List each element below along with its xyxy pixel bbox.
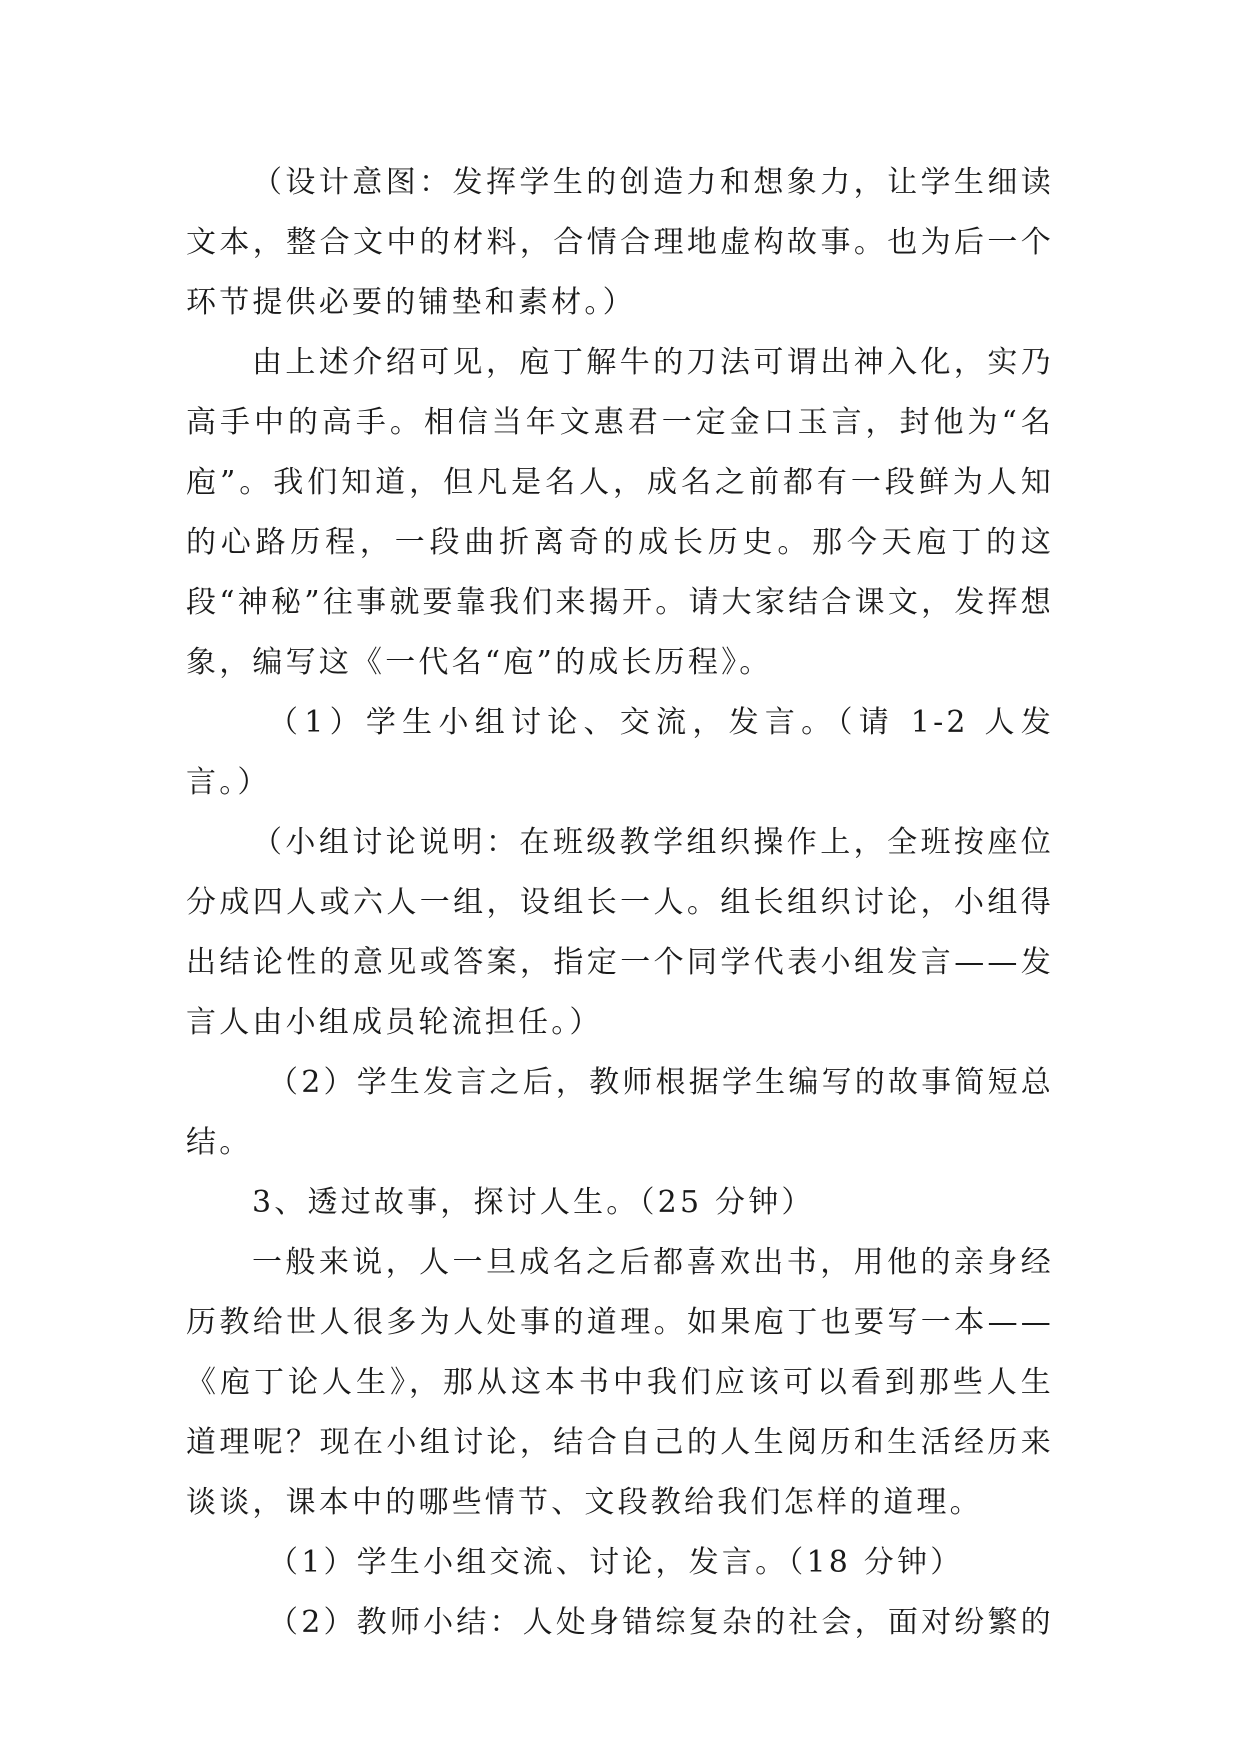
step-1-exchange-paragraph: （1）学生小组交流、讨论，发言。（18 分钟） bbox=[268, 1545, 964, 1580]
teacher-summary-paragraph: （2）教师小结：人处身错综复杂的社会，面对纷繁的 bbox=[268, 1605, 1054, 1640]
group-discussion-note-paragraph: （小组讨论说明：在班级教学组织操作上，全班按座位分成四人或六人一组，设组长一人。组长组织讨论，小组得出结论性的意见或答案，指定一个同学代表小组发言——发言人由小组成员轮流担任。） bbox=[186, 825, 1054, 1040]
design-intent-paragraph: （设计意图：发挥学生的创造力和想象力，让学生细读文本，整合文中的材料，合情合理地虚构故事。也为后一个环节提供必要的铺垫和素材。） bbox=[186, 165, 1054, 320]
step-2-paragraph: （2）学生发言之后，教师根据学生编写的故事简短总结。 bbox=[186, 1065, 1054, 1160]
document-body bbox=[186, 153, 1054, 1653]
section-3-heading: 3、透过故事，探讨人生。（25 分钟） bbox=[252, 1185, 815, 1220]
step-1-paragraph: （1）学生小组讨论、交流，发言。（请 1-2 人发言。） bbox=[186, 705, 1054, 800]
life-lessons-paragraph: 一般来说，人一旦成名之后都喜欢出书，用他的亲身经历教给世人很多为人处事的道理。如果庖丁也要写一本——《庖丁论人生》，那从这本书中我们应该可以看到那些人生道理呢？现在小组讨论，结合自己的人生阅历和生活经历来谈谈，课本中的哪些情节、文段教给我们怎样的道理。 bbox=[186, 1245, 1054, 1520]
story-intro-paragraph: 由上述介绍可见，庖丁解牛的刀法可谓出神入化，实乃高手中的高手。相信当年文惠君一定金口玉言，封他为“名庖”。我们知道，但凡是名人，成名之前都有一段鲜为人知的心路历程，一段曲折离奇的成长历史。那今天庖丁的这段“神秘”往事就要靠我们来揭开。请大家结合课文，发挥想象，编写这《一代名“庖”的成长历程》。 bbox=[186, 345, 1054, 680]
